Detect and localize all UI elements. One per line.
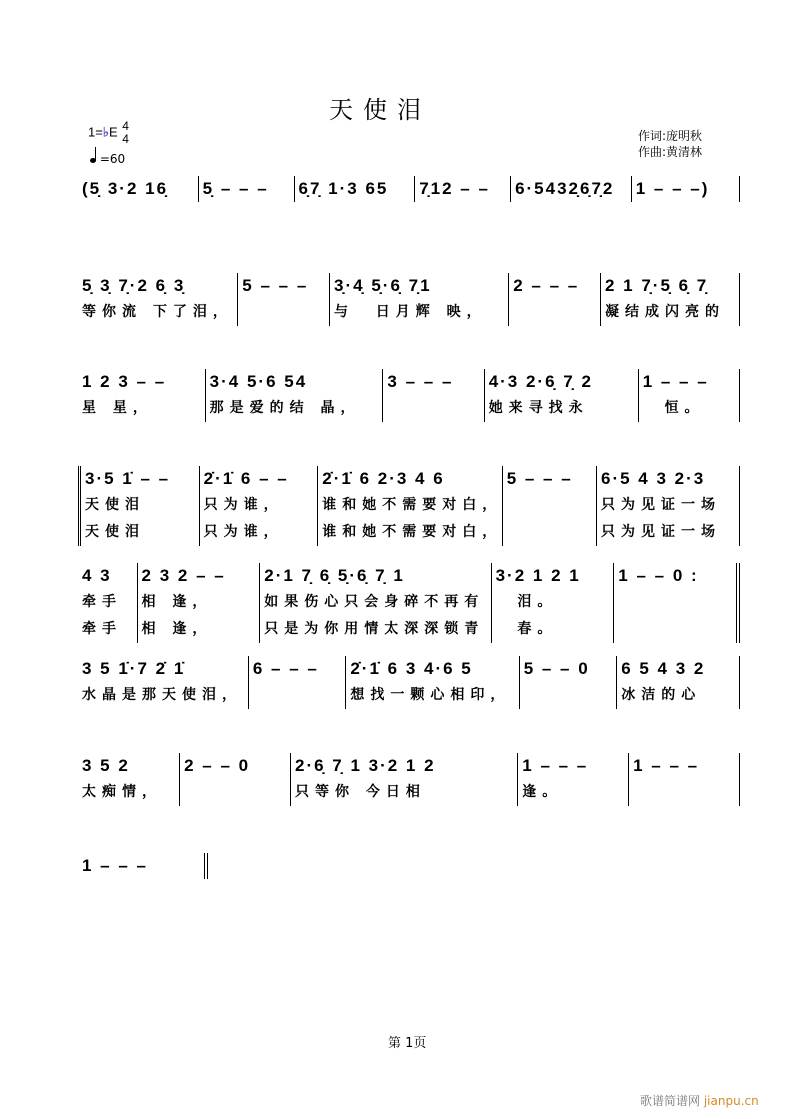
lyric-verse-1: 相 逢， <box>141 594 213 610</box>
measure-notes: 2 1 7̣·5̣ 6̣ 7̣ <box>604 276 709 295</box>
measure <box>199 176 295 202</box>
time-signature <box>122 120 129 146</box>
measure-notes: (5̣ 3·2 16̣ <box>82 179 169 198</box>
lyric-verse-1 <box>524 682 613 709</box>
measure <box>295 176 416 202</box>
measure-notes: 1 – – 0 : <box>618 566 699 585</box>
measure-notes: 3 – – – <box>387 372 454 391</box>
measure-notes: 1 – – – <box>82 856 148 875</box>
system-6 <box>78 656 740 709</box>
page-number: 第 1页 <box>388 1036 427 1051</box>
measure-notes: 1 – – – <box>642 372 709 391</box>
measure-notes: 5̣ 3̣ 7̣·2 6̣ 3̣ <box>82 276 186 295</box>
system-3 <box>78 369 740 422</box>
measure <box>492 563 615 643</box>
lyric-verse-1: 与 日月辉 映， <box>334 304 487 320</box>
system-4 <box>78 466 740 546</box>
measure <box>617 656 740 709</box>
system-7 <box>78 753 740 806</box>
lyric-verse-1: 等你流 下了泪， <box>82 304 233 320</box>
measure <box>78 369 206 422</box>
measure-notes: 3·5 1̇ – – <box>85 469 171 488</box>
lyric-verse-2: 只是为你用情太深深锁青 <box>264 621 485 637</box>
credits <box>638 128 702 160</box>
lyric-verse-1 <box>387 395 479 422</box>
lyric-verse-1: 谁和她不需要对白， <box>322 497 503 513</box>
measure-notes: 2̇·1̇ 6 2·3 4 6 <box>322 469 445 488</box>
measure-notes: 1 – – – <box>522 756 589 775</box>
measure-notes: 3̣·4̣ 5̣·6̣ 7̣1 <box>334 276 432 295</box>
lyric-verse-1: 泪。 <box>495 594 558 610</box>
measure-notes: 4 3 <box>82 566 112 585</box>
measure-notes: 2̇·1̇ 6 3 4·6 5 <box>350 659 473 678</box>
measure <box>503 466 597 546</box>
measure-notes: 2 – – – <box>513 276 580 295</box>
measure <box>318 466 502 546</box>
key-signature <box>88 120 129 146</box>
lyric-verse-2: 谁和她不需要对白， <box>322 524 503 540</box>
lyric-verse-1: 想找一颗心相印， <box>350 687 511 703</box>
lyric-verse-1: 牵手 <box>82 594 122 610</box>
composer: 作曲:黄清林 <box>638 145 703 159</box>
system-2 <box>78 273 740 326</box>
measure <box>520 656 618 709</box>
lyric-verse-1: 水晶是那天使泪， <box>82 687 242 703</box>
watermark-site: jianpu.cn <box>703 1094 759 1108</box>
measure <box>291 753 518 806</box>
time-top: 4 <box>122 119 129 133</box>
lyric-verse-1: 凝结成闪亮的 <box>604 304 725 320</box>
watermark-cn: 歌谱简谱网 <box>640 1094 701 1108</box>
lyric-verse-1: 逢。 <box>522 784 563 800</box>
lyric-verse-2 <box>618 616 732 643</box>
measure <box>511 176 632 202</box>
lyric-verse-1: 那是爱的结 晶， <box>209 400 361 416</box>
measure-notes: 2 – – 0 <box>184 756 251 775</box>
lyric-verse-1: 恒。 <box>642 400 705 416</box>
lyric-verse-2: 天使泪 <box>85 524 145 540</box>
lyric-verse-1 <box>513 299 596 326</box>
measure <box>415 176 511 202</box>
measure <box>330 273 509 326</box>
system-1 <box>78 176 740 202</box>
measure <box>78 853 208 879</box>
measure <box>518 753 629 806</box>
measure <box>200 466 319 546</box>
song-title: 天使泪 <box>329 96 431 124</box>
lyric-verse-1 <box>184 779 286 806</box>
measure-notes: 6·5432̣6̣7̣2 <box>515 179 615 198</box>
measure <box>346 656 519 709</box>
measure <box>509 273 601 326</box>
lyric-verse-2: 只为见证一场 <box>600 524 721 540</box>
lyric-verse-1: 只为谁， <box>203 497 284 513</box>
system-5 <box>78 563 740 643</box>
measure-notes: 1 2 3 – – <box>82 372 167 391</box>
lyric-verse-1: 冰洁的心 <box>621 687 702 703</box>
measure-notes: 2·1 7̣ 6̣ 5̣·6̣ 7̣ 1 <box>264 566 405 585</box>
lyric-verse-1: 星 星， <box>82 400 153 416</box>
measure <box>138 563 261 643</box>
lyric-verse-1 <box>507 492 592 519</box>
measure-notes: 5̣ – – – <box>202 179 269 198</box>
measure-notes: 6 5 4 3 2 <box>621 659 706 678</box>
measure <box>632 176 740 202</box>
measure <box>78 656 249 709</box>
measure <box>597 466 740 546</box>
key-note: E <box>108 124 118 140</box>
tempo-mark <box>90 152 125 166</box>
lyric-verse-2: 春。 <box>495 621 558 637</box>
lyric-verse-2: 相 逢， <box>141 621 213 637</box>
system-8 <box>78 853 208 879</box>
measure <box>78 176 199 202</box>
measure <box>78 273 238 326</box>
measure <box>206 369 384 422</box>
measure <box>238 273 330 326</box>
measure <box>78 753 180 806</box>
measure-notes: 2 3 2 – – <box>141 566 226 585</box>
measure-notes: 1 – – –) <box>635 179 710 198</box>
lyric-verse-1: 太痴情， <box>82 784 162 800</box>
quarter-note-icon <box>90 158 96 163</box>
lyric-verse-2: 牵手 <box>82 621 122 637</box>
measure <box>180 753 291 806</box>
tempo-value: =60 <box>99 152 126 166</box>
measure-notes: 3 5 2 <box>82 756 130 775</box>
measure-notes: 1 – – – <box>633 756 700 775</box>
key-prefix: 1= <box>88 124 103 140</box>
lyric-verse-1: 天使泪 <box>85 497 145 513</box>
measure-notes: 3 5 1̇·7 2̇ 1̇ <box>82 659 186 678</box>
measure <box>614 563 740 643</box>
measure-notes: 5 – – 0 <box>523 659 590 678</box>
lyric-verse-2 <box>507 519 592 546</box>
measure <box>383 369 484 422</box>
measure <box>629 753 740 806</box>
lyricist: 作词:庞明秋 <box>638 129 703 143</box>
measure <box>485 369 639 422</box>
lyric-verse-1 <box>253 682 342 709</box>
lyric-verse-1 <box>618 589 732 616</box>
measure <box>78 563 138 643</box>
watermark <box>640 1092 759 1109</box>
measure-notes: 4·3 2·6̣ 7̣ 2 <box>488 372 593 391</box>
measure <box>601 273 740 326</box>
lyric-verse-2: 只为谁， <box>203 524 284 540</box>
measure-notes: 3·2 1 2 1 <box>495 566 581 585</box>
measure <box>639 369 740 422</box>
measure-notes: 6 – – – <box>252 659 319 678</box>
lyric-verse-1 <box>242 299 325 326</box>
flat-icon: ♭ <box>102 124 109 140</box>
measure <box>78 466 200 546</box>
lyric-verse-1: 她来寻找永 <box>488 400 589 416</box>
measure-notes: 2̇·1̇ 6 – – <box>203 469 289 488</box>
measure-notes: 6̣7̣ 1·3 65 <box>298 179 389 198</box>
time-bottom: 4 <box>122 132 129 146</box>
measure-notes: 5 – – – <box>506 469 573 488</box>
measure-notes: 2·6̣ 7̣ 1 3·2 1 2 <box>294 756 436 775</box>
lyric-verse-1: 只为见证一场 <box>600 497 721 513</box>
measure-notes: 6·5 4 3 2·3 <box>600 469 706 488</box>
measure-notes: 7̣12 – – <box>419 179 490 198</box>
measure-notes: 3·4 5·6 54 <box>209 372 308 391</box>
measure-notes: 5 – – – <box>242 276 309 295</box>
measure <box>260 563 491 643</box>
lyric-verse-1 <box>633 779 735 806</box>
lyric-verse-1: 只等你 今日相 <box>294 784 426 800</box>
lyric-verse-1: 如果伤心只会身碎不再有 <box>264 594 485 610</box>
measure <box>249 656 347 709</box>
